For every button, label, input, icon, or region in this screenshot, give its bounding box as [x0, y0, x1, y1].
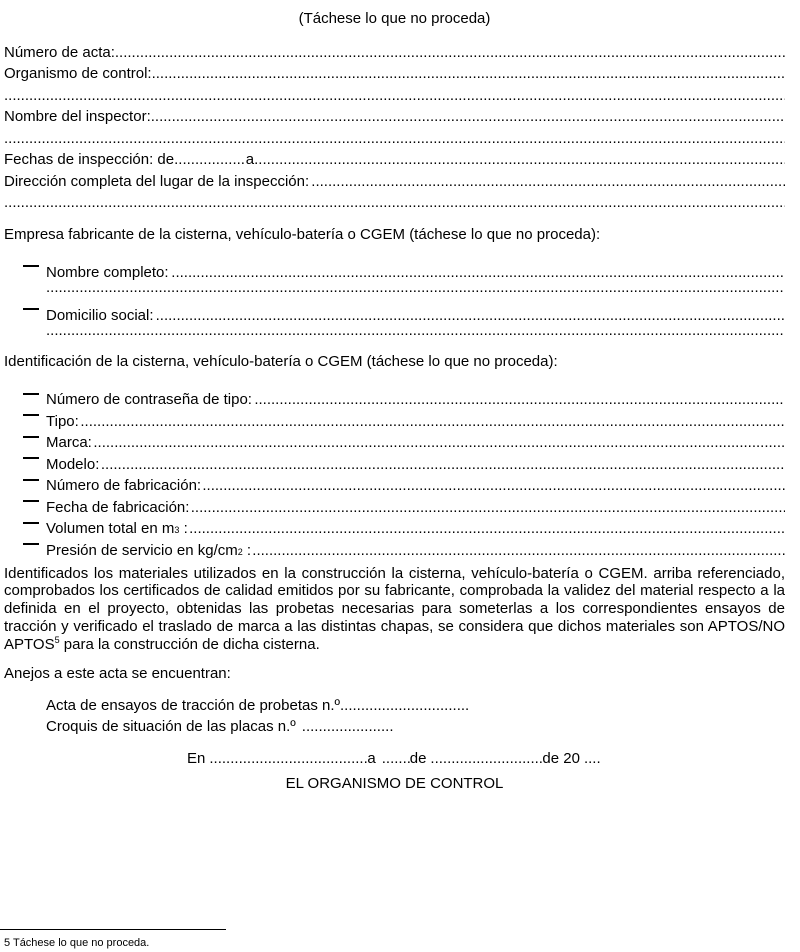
identificacion-item-label: Tipo: — [46, 412, 79, 430]
paragraph-text: Identificados los materiales utilizados en la construcción la cisterna, vehículo-batería o CGEM. arriba referenciado, comprobados los certificados de calidad emitidos por su fabricante, comprobada la validez del material respecto a la definida en el proyecto, obtenidas las probetas necesarias para someterlas a los correspondientes ensayos de tracción y verificado el traslado de marca a las distintas chapas, se considera que dichos materiales son APTOS/NO APTOS — [4, 564, 785, 653]
dash-bullet — [4, 404, 46, 426]
presion-label: Presión de servicio en kg/cm — [46, 541, 238, 559]
field-fechas-label: Fechas de inspección: de — [4, 151, 175, 168]
anejos-heading: Anejos a este acta se encuentran: — [4, 665, 231, 683]
anejo-item — [4, 695, 785, 717]
identificacion-item-blank — [254, 389, 785, 411]
empresa-item-continuation — [4, 320, 785, 342]
empresa-item-continuation — [4, 277, 785, 299]
identificacion-item-blank — [101, 454, 785, 476]
dash-bullet — [4, 533, 46, 555]
identificacion-item-blank — [189, 518, 785, 540]
identificacion-item — [4, 383, 785, 408]
identificacion-item-blank — [191, 497, 785, 519]
signature-year-blank — [584, 748, 602, 770]
field-fecha-hasta-blank — [254, 149, 785, 171]
field-direccion-continuation — [4, 192, 785, 214]
signature-day-blank — [382, 748, 410, 770]
field-organismo-blank — [152, 63, 785, 85]
field-organismo-label: Organismo de control: — [4, 65, 152, 82]
field-fechas — [4, 149, 785, 171]
dash-bullet — [4, 469, 46, 491]
identificacion-item-label: Fecha de fabricación: — [46, 498, 190, 516]
empresa-item-blank-2 — [46, 320, 785, 342]
field-acta — [4, 42, 785, 64]
field-direccion — [4, 171, 785, 193]
identificacion-item-volumen: Volumen total en m 3 : ..... — [4, 512, 785, 534]
signature-en: En — [187, 749, 206, 767]
dash-bullet — [4, 426, 46, 448]
empresa-item — [4, 255, 785, 281]
empresa-item — [4, 298, 785, 324]
identificacion-item-label: Modelo: — [46, 455, 100, 473]
footnote-divider — [0, 929, 226, 930]
identificacion-item-label: Marca: — [46, 434, 92, 451]
dash-bullet — [4, 255, 46, 277]
anejo-item-label: Acta de ensayos de tracción de probetas n.º — [46, 696, 340, 714]
dash-bullet — [4, 490, 46, 512]
field-fecha-desde-blank — [174, 149, 246, 171]
identificacion-item-blank — [93, 432, 785, 454]
field-organismo-blank-2 — [4, 85, 785, 107]
paragraph-text-end: para la construcción de dicha cisterna. — [59, 635, 320, 653]
identificacion-heading: Identificación de la cisterna, vehículo-batería o CGEM (táchese lo que no proceda): — [4, 353, 558, 370]
anejo-item-blank — [340, 695, 470, 717]
identificacion-item-blank — [80, 411, 785, 433]
footnote-text: 5 Táchese lo que no proceda. — [4, 937, 150, 949]
volumen-suffix: : — [179, 520, 188, 537]
signature-month-blank — [430, 748, 542, 770]
field-fechas-a-label: a — [245, 151, 255, 168]
empresa-item-label: Nombre completo: — [46, 263, 169, 281]
signature-a: a — [367, 749, 376, 767]
dash-bullet — [4, 383, 46, 405]
conformity-paragraph — [4, 565, 785, 654]
field-direccion-blank — [311, 171, 785, 193]
empresa-item-blank-2 — [46, 277, 785, 299]
field-organismo-continuation — [4, 85, 785, 107]
field-organismo — [4, 63, 785, 85]
footnote-reference: 5 — [54, 634, 60, 645]
dash-bullet — [4, 512, 46, 534]
field-acta-label: Número de acta: — [4, 43, 115, 61]
volumen-label: Volumen total en m — [46, 520, 175, 537]
signature-de20: de 20 — [542, 749, 580, 767]
signature-place-blank — [209, 748, 367, 770]
field-direccion-blank-2 — [4, 192, 785, 214]
identificacion-item-blank — [252, 540, 785, 562]
field-inspector-continuation — [4, 128, 785, 150]
identificacion-item-presion: Presión de servicio en kg/cm 2 : ..... — [4, 533, 785, 555]
identificacion-item-blank — [202, 475, 785, 497]
anejo-item-blank — [302, 716, 394, 738]
field-direccion-label: Dirección completa del lugar de la inspección: — [4, 172, 310, 190]
form-page — [4, 8, 785, 795]
anejo-item-label: Croquis de situación de las placas n.º — [46, 718, 296, 736]
dash-bullet — [4, 447, 46, 469]
identificacion-item-label: Número de fabricación: — [46, 477, 202, 494]
field-inspector-blank — [151, 106, 785, 128]
identificacion-item-label: Número de contraseña de tipo: — [46, 391, 252, 408]
empresa-item-label: Domicilio social: — [46, 306, 154, 324]
signature-de: de — [409, 749, 427, 767]
signature-place-date — [4, 748, 785, 770]
field-inspector — [4, 106, 785, 128]
instruction-text: (Táchese lo que no proceda) — [298, 10, 491, 27]
field-inspector-blank-2 — [4, 128, 785, 150]
anejo-item — [4, 716, 785, 738]
empresa-heading: Empresa fabricante de la cisterna, vehículo-batería o CGEM (táchese lo que no proceda): — [4, 225, 601, 243]
field-acta-blank — [115, 42, 785, 64]
dash-bullet — [4, 298, 46, 320]
signature-organismo: EL ORGANISMO DE CONTROL — [285, 775, 504, 793]
field-inspector-label: Nombre del inspector: — [4, 108, 151, 125]
presion-suffix: : — [242, 541, 252, 559]
